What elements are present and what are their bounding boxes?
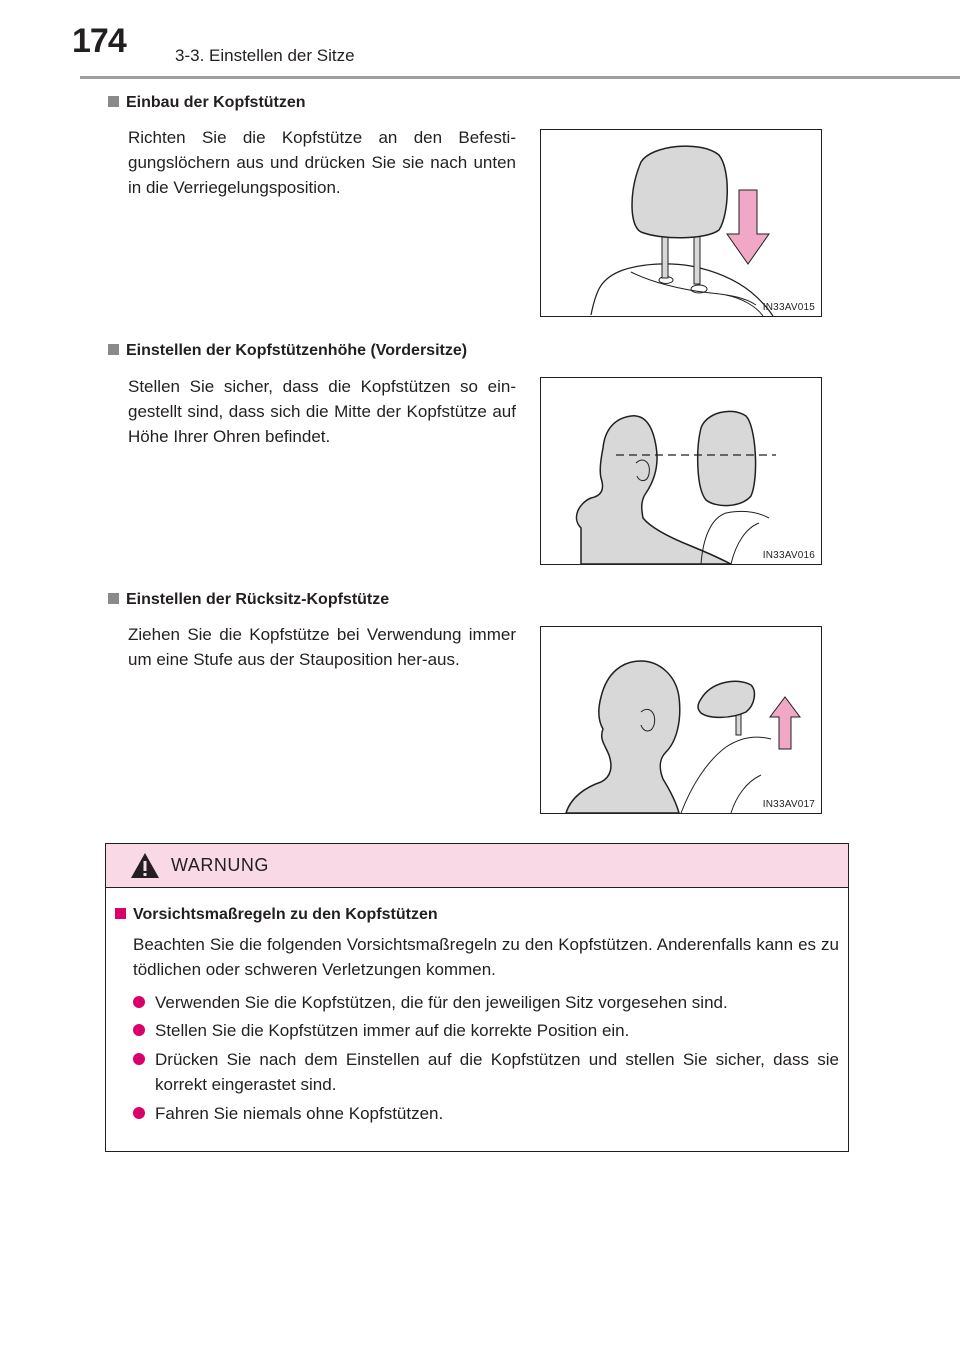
warning-intro: Beachten Sie die folgenden Vorsichtsmaßregeln zu den Kopfstützen. Anderenfalls kann es zu tödlichen oder schweren Verletzungen kommen. [133,935,839,979]
section-body-height-adjustment: Stellen Sie sicher, dass die Kopfstützen so ein-gestellt sind, dass sich die Mitte der Kopfstütze auf Höhe Ihrer Ohren befindet. [128,377,516,446]
header-rule [80,76,960,79]
section-heading-height-adjustment: Einstellen der Kopfstützenhöhe (Vordersitze) [108,342,467,360]
square-bullet-icon [115,908,126,919]
figure-headrest-installation [540,129,822,317]
warning-header [106,844,848,888]
figure-label: IN33AV017 [762,799,815,810]
page-number: 174 [72,22,126,60]
warning-heading: Vorsichtsmaßregeln zu den Kopfstützen [115,906,438,924]
rear-headrest-illustration [541,627,822,814]
warning-bullet: Stellen Sie die Kopfstützen immer auf die korrekte Position ein. [133,1018,839,1043]
warning-box [105,843,849,1152]
section-body-rear-headrest: Ziehen Sie die Kopfstütze bei Verwendung immer um eine Stufe aus der Stauposition her-aus. [128,625,516,669]
round-bullet-icon [133,996,145,1008]
headrest-install-illustration [541,130,822,317]
warning-bullet: Drücken Sie nach dem Einstellen auf die Kopfstützen und stellen Sie sicher, dass sie korrekt eingerastet sind. [133,1047,839,1097]
square-bullet-icon [108,344,119,355]
square-bullet-icon [108,96,119,107]
square-bullet-icon [108,593,119,604]
section-body-installation: Richten Sie die Kopfstütze an den Befesti-gungslöchern aus und drücken Sie sie nach unten in die Verriegelungsposition. [128,128,516,197]
page-header [0,0,960,80]
round-bullet-icon [133,1107,145,1119]
warning-triangle-icon [130,852,160,879]
section-heading-rear-headrest: Einstellen der Rücksitz-Kopfstütze [108,591,389,609]
warning-bullet: Verwenden Sie die Kopfstützen, die für den jeweiligen Sitz vorgesehen sind. [133,990,839,1015]
figure-rear-headrest [540,626,822,814]
section-title: 3-3. Einstellen der Sitze [175,46,355,65]
figure-headrest-height [540,377,822,565]
figure-label: IN33AV015 [762,302,815,313]
warning-bullet: Fahren Sie niemals ohne Kopfstützen. [133,1101,839,1126]
round-bullet-icon [133,1053,145,1065]
figure-label: IN33AV016 [762,550,815,561]
warning-title: WARNUNG [171,855,269,875]
section-heading-installation: Einbau der Kopfstützen [108,94,306,112]
round-bullet-icon [133,1024,145,1036]
headrest-height-illustration [541,378,822,565]
